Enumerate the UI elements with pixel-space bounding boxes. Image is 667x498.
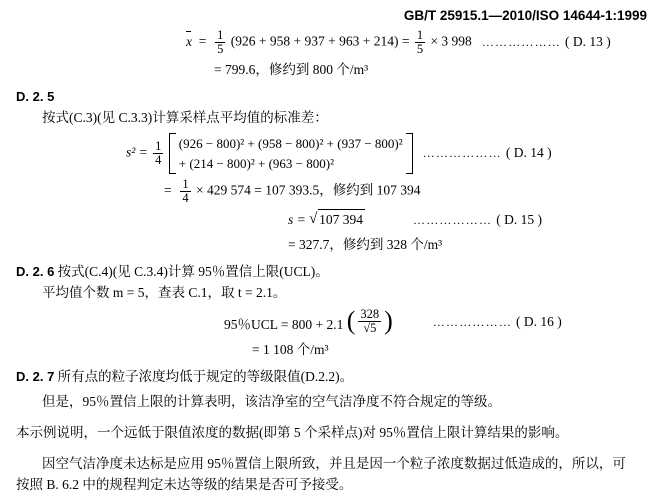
clause-d26: [16, 262, 651, 283]
equation-d14-line2: = $\frac{1}{4}$ × 429 574 = 107 393.5，修约到 107 394: [164, 177, 421, 206]
clause-d25-text: 按式(C.3)(见 C.3.3)计算采样点平均值的标准差：: [42, 110, 328, 126]
bracket-left: [169, 133, 176, 174]
equation-d16-fraction: $\frac{328}{√5}$: [360, 306, 380, 336]
equation-d16-lhs: 95％UCL = 800 + 2.1: [224, 317, 344, 333]
clause-d27: [16, 367, 651, 388]
equation-d16-paren: [347, 308, 393, 335]
equation-d13-fraction: $\frac{1}{5}$: [217, 28, 224, 57]
bracket-right: [406, 133, 413, 174]
equation-d14-row2: + (214 − 800)² + (963 − 800)²: [178, 155, 334, 171]
equation-d15-line2-row: [16, 235, 651, 256]
equation-d13-number: ( D. 13 ): [565, 34, 611, 50]
clause-d25: [16, 87, 651, 108]
document-body: [16, 29, 651, 496]
clause-d27-para-3: 因空气洁净度未达标是应用 95％置信上限所致，并且是因一个粒子浓度数据过低造成的，所以，可: [42, 455, 626, 471]
equation-d14-number: ( D. 14 ): [505, 145, 552, 161]
equation-d14-line2-fraction: $\frac{1}{4}$: [182, 177, 189, 206]
equation-d14-row1: (926 − 800)² + (958 − 800)² + (937 − 800)²: [178, 136, 403, 152]
clause-d27-para-2: 本示例说明，一个远低于限值浓度的数据(即第 5 个采样点)对 95％置信上限计算结果的影响。: [16, 424, 569, 440]
equation-d13-fraction2: $\frac{1}{5}$: [416, 28, 424, 57]
equation-d16-number: ( D. 16 ): [516, 313, 562, 329]
equation-d14-fraction: $\frac{1}{4}$: [155, 138, 162, 168]
equation-d15: [288, 209, 365, 231]
equation-d14-stack: [176, 133, 406, 174]
equation-d16-dots: ………………: [432, 314, 513, 329]
equation-d14-row: [16, 133, 651, 174]
clause-d27-para-1: 但是，95％置信上限的计算表明，该洁净室的空气洁净度不符合规定的等级。: [42, 393, 501, 409]
equation-d15-sqrt: [309, 209, 365, 231]
equation-d13-line2-row: [16, 60, 651, 81]
equation-d13-dots: ………………: [481, 35, 562, 50]
equation-d15-dots: ………………: [413, 212, 493, 227]
equation-d15-line2: = 327.7，修约到 328 个/m³: [288, 237, 443, 253]
clause-d26-text: 平均值个数 m = 5，查表 C.1，取 t = 2.1。: [42, 285, 287, 301]
equation-d13-tail: × 3 998: [430, 33, 472, 49]
clause-d26-number: D. 2. 6: [16, 264, 55, 280]
equation-d15-row: [16, 209, 651, 231]
equation-d14-line2-row: [16, 178, 651, 205]
clause-d25-number: D. 2. 5: [16, 89, 55, 105]
clause-d27-number: D. 2. 7: [16, 369, 55, 385]
equation-d16-line2-row: [16, 340, 651, 361]
clause-d27-para-4: 按照 B. 6.2 中的规程判定未达等级的结果是否可予接受。: [16, 476, 353, 492]
equation-d16-line2: = 1 108 个/m³: [252, 342, 329, 358]
equation-d13-row: [16, 29, 651, 56]
equation-d14-dots: ………………: [422, 146, 502, 161]
equation-d16-row: [16, 308, 651, 336]
equation-d13-body: (926 + 958 + 937 + 963 + 214) =: [230, 33, 410, 49]
equation-d14-bracket: [169, 133, 413, 174]
equation-d13: x = $\frac{1}{5}$ (926 + 958 + 937 + 963 + 214) = $\frac{1}{5}$ × 3 998: [186, 28, 472, 57]
paren-left: (: [346, 306, 356, 336]
equation-d14: [126, 133, 413, 174]
equation-d14-lhs: s² =: [126, 144, 148, 160]
equation-d15-lhs: s =: [288, 212, 306, 228]
equation-d16: [224, 308, 393, 336]
equation-d15-number: ( D. 15 ): [496, 211, 542, 227]
paren-right: ): [384, 306, 393, 336]
clause-d26-inline: 按式(C.4)(见 C.3.4)计算 95％置信上限(UCL)。: [57, 264, 329, 280]
equation-d14-line2-text: × 429 574 = 107 393.5，修约到 107 394: [196, 182, 421, 198]
equation-d13-line2: = 799.6，修约到 800 个/m³: [214, 62, 369, 78]
page-header: GB/T 25915.1—2010/ISO 14644-1:1999: [403, 8, 647, 23]
equation-d15-radicand: 107 394: [318, 209, 365, 231]
equation-d13-lhs: x: [186, 31, 192, 53]
clause-d27-inline: 所有点的粒子浓度均低于规定的等级限值(D.2.2)。: [57, 369, 354, 385]
